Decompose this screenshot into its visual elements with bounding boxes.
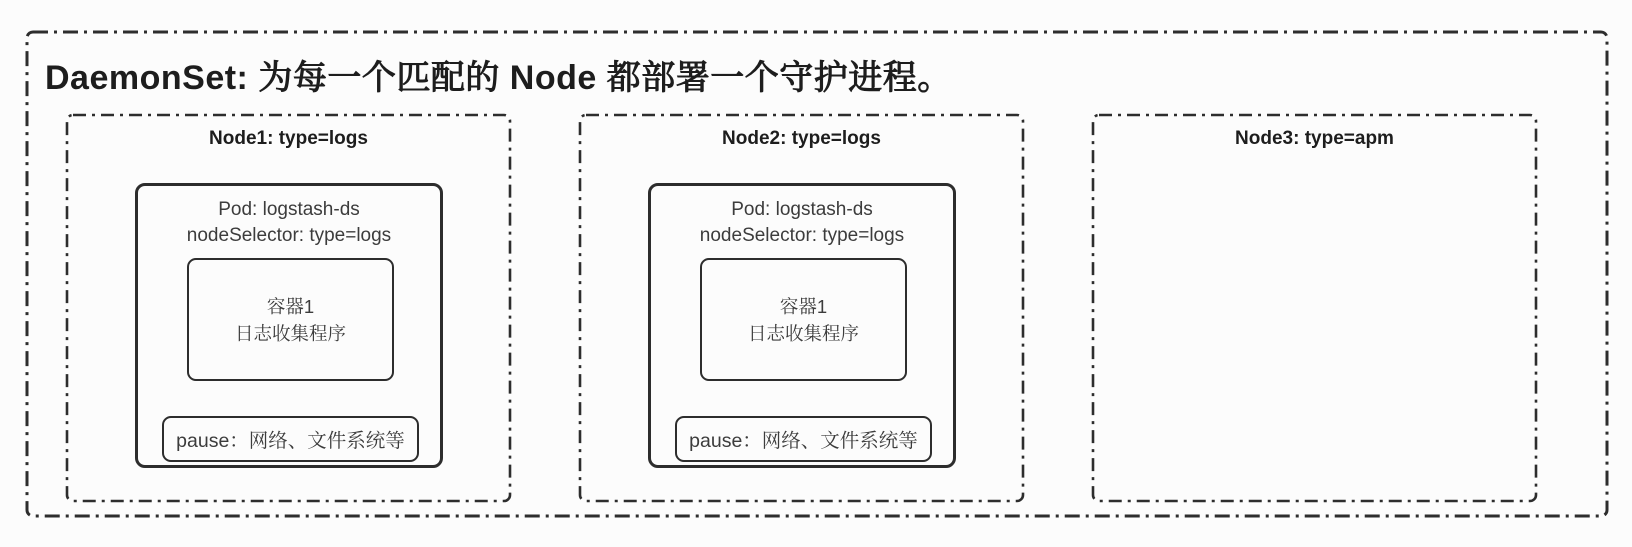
node2-pause-box (675, 416, 932, 462)
node3-box (1091, 113, 1538, 503)
node2-pod-header (651, 197, 953, 249)
node1-container-name: 容器1 (266, 295, 315, 317)
node2-container-name: 容器1 (779, 295, 828, 317)
node1-container-box (187, 258, 394, 381)
diagram-title: DaemonSet: 为每一个匹配的 Node 都部署一个守护进程。 (45, 59, 952, 97)
node1-pause-box (162, 416, 419, 462)
node2-pause-label: pause：网络、文件系统等 (689, 430, 918, 452)
node2-box (578, 113, 1025, 503)
node1-label: Node1: type=logs (209, 128, 368, 149)
node1-pod-selector: nodeSelector: type=logs (186, 225, 392, 246)
node2-pod-name: Pod: logstash-ds (731, 199, 873, 220)
node3-border (1091, 113, 1538, 503)
node3-label: Node3: type=apm (1235, 128, 1394, 149)
node1-box (65, 113, 512, 503)
node2-label: Node2: type=logs (722, 128, 881, 149)
node2-pod-selector: nodeSelector: type=logs (699, 225, 905, 246)
node2-container-desc: 日志收集程序 (747, 322, 859, 344)
node2-pod-box (648, 183, 956, 468)
node1-container-desc: 日志收集程序 (234, 322, 346, 344)
node1-pod-header (138, 197, 440, 249)
node2-container-box (700, 258, 907, 381)
node1-pod-name: Pod: logstash-ds (218, 199, 360, 220)
node1-pause-label: pause：网络、文件系统等 (176, 430, 405, 452)
node1-pod-box (135, 183, 443, 468)
